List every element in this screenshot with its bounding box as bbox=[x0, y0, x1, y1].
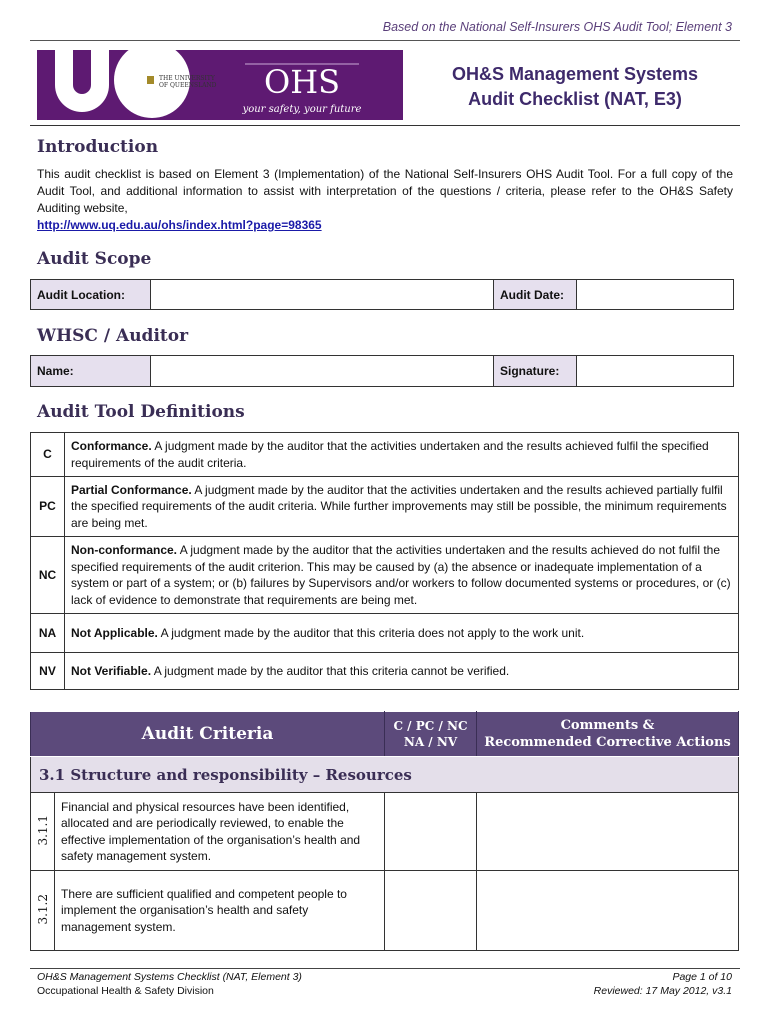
svg-text:THE UNIVERSITY: THE UNIVERSITY bbox=[159, 75, 215, 82]
definition-text bbox=[65, 537, 739, 614]
definition-description: A judgment made by the auditor that this criteria does not apply to the work unit. bbox=[157, 625, 585, 640]
document-title bbox=[420, 62, 730, 112]
definition-code: NV bbox=[31, 653, 65, 690]
header-note: Based on the National Self-Insurers OHS Audit Tool; Element 3 bbox=[382, 20, 732, 34]
title-line-2: Audit Checklist (NAT, E3) bbox=[468, 89, 682, 109]
criteria-number-cell bbox=[31, 793, 55, 871]
rating-header-line: C / PC / NC bbox=[393, 719, 468, 733]
audit-date-label: Audit Date: bbox=[494, 280, 577, 310]
comments-header bbox=[477, 712, 739, 757]
criteria-number-cell bbox=[31, 871, 55, 951]
definition-code: C bbox=[31, 433, 65, 477]
definition-term: Not Applicable. bbox=[71, 625, 158, 640]
criteria-number: 3.1.2 bbox=[35, 893, 50, 925]
name-label: Name: bbox=[31, 356, 151, 387]
introduction-text bbox=[37, 166, 733, 234]
footer-right bbox=[594, 970, 732, 998]
definition-code: NC bbox=[31, 537, 65, 614]
footer-left bbox=[37, 970, 302, 998]
divider bbox=[30, 40, 740, 41]
rating-header-line: NA / NV bbox=[403, 735, 458, 749]
ohs-website-link[interactable]: http://www.uq.edu.au/ohs/index.html?page=98365 bbox=[37, 218, 322, 232]
definition-row bbox=[31, 433, 739, 477]
definition-term: Partial Conformance. bbox=[71, 482, 192, 497]
svg-text:OF QUEENSLAND: OF QUEENSLAND bbox=[159, 82, 217, 89]
definition-description: A judgment made by the auditor that this criteria cannot be verified. bbox=[151, 663, 510, 678]
criteria-header-row bbox=[31, 712, 739, 757]
uq-ohs-logo bbox=[37, 50, 403, 120]
section-title: 3.1 Structure and responsibility – Resources bbox=[31, 757, 739, 793]
rating-field[interactable] bbox=[385, 793, 477, 871]
title-line-1: OH&S Management Systems bbox=[451, 64, 699, 84]
footer-document-name: OH&S Management Systems Checklist (NAT, Element 3) bbox=[37, 971, 302, 983]
definition-term: Non-conformance. bbox=[71, 543, 178, 557]
definition-description: A judgment made by the auditor that the activities undertaken and the results achieved do not fulfil the specified requirements of the audit criterion. This may be caused by (a) the absence or inadequate implementation of a system or part of a system; or (b) failures by Supervisors and/or workers to follow documented systems or procedures, or (c) lack of evidence to demonstrate that requirements are being met. bbox=[71, 543, 731, 607]
audit-criteria-table bbox=[30, 711, 739, 951]
definitions-heading: Audit Tool Definitions bbox=[37, 402, 245, 422]
comments-field[interactable] bbox=[477, 793, 739, 871]
comments-field[interactable] bbox=[477, 871, 739, 951]
definition-text bbox=[65, 477, 739, 537]
definitions-table bbox=[30, 432, 739, 690]
comments-header-line: Comments & bbox=[560, 718, 655, 733]
criteria-text: There are sufficient qualified and competent people to implement the organisation’s health and safety management system. bbox=[55, 871, 385, 951]
criteria-row bbox=[31, 871, 739, 951]
criteria-text: Financial and physical resources have been identified, allocated and are periodically reviewed, to enable the effective implementation of the organisation’s health and safety management system. bbox=[55, 793, 385, 871]
definition-term: Not Verifiable. bbox=[71, 663, 152, 678]
definition-description: A judgment made by the auditor that the activities undertaken and the results achieved partially fulfil the specified requirements of the audit criteria. While further improvements may still be possible, the minimum requirements are being met. bbox=[71, 482, 727, 530]
definition-code: NA bbox=[31, 614, 65, 653]
definition-text bbox=[65, 433, 739, 477]
rating-field[interactable] bbox=[385, 871, 477, 951]
introduction-heading: Introduction bbox=[37, 137, 159, 157]
definition-row bbox=[31, 614, 739, 653]
audit-scope-table bbox=[30, 279, 734, 310]
definition-row bbox=[31, 653, 739, 690]
audit-location-label: Audit Location: bbox=[31, 280, 151, 310]
comments-header-line: Recommended Corrective Actions bbox=[484, 735, 731, 750]
footer-divider bbox=[30, 968, 740, 969]
divider bbox=[30, 125, 740, 126]
criteria-number: 3.1.1 bbox=[35, 814, 50, 846]
review-date: Reviewed: 17 May 2012, v3.1 bbox=[593, 985, 732, 997]
rating-header bbox=[385, 712, 477, 757]
definition-text bbox=[65, 653, 739, 690]
definition-row bbox=[31, 477, 739, 537]
signature-label: Signature: bbox=[494, 356, 577, 387]
criteria-row bbox=[31, 793, 739, 871]
definition-row bbox=[31, 537, 739, 614]
auditor-table bbox=[30, 355, 734, 387]
signature-field[interactable] bbox=[577, 356, 734, 387]
definition-code: PC bbox=[31, 477, 65, 537]
name-field[interactable] bbox=[151, 356, 494, 387]
intro-paragraph: This audit checklist is based on Element 3 (Implementation) of the National Self-Insurers OHS Audit Tool. For a full copy of the Audit Tool, and additional information to assist with interpretation of the questions / criteria, please refer to the OH&S Safety Auditing website, bbox=[37, 167, 733, 215]
svg-text:OHS: OHS bbox=[263, 63, 341, 101]
audit-criteria-header: Audit Criteria bbox=[31, 712, 385, 757]
section-row bbox=[31, 757, 739, 793]
audit-scope-heading: Audit Scope bbox=[37, 249, 152, 269]
audit-date-field[interactable] bbox=[577, 280, 734, 310]
definition-term: Conformance. bbox=[71, 439, 152, 453]
svg-text:your safety, your future: your safety, your future bbox=[242, 104, 362, 115]
page-number: Page 1 of 10 bbox=[672, 971, 732, 983]
definition-text bbox=[65, 614, 739, 653]
audit-location-field[interactable] bbox=[151, 280, 494, 310]
auditor-heading: WHSC / Auditor bbox=[37, 326, 189, 346]
definition-description: A judgment made by the auditor that the activities undertaken and the results achieved fulfil the specified requirements of the audit criteria. bbox=[71, 439, 709, 470]
footer-division: Occupational Health & Safety Division bbox=[37, 985, 214, 997]
